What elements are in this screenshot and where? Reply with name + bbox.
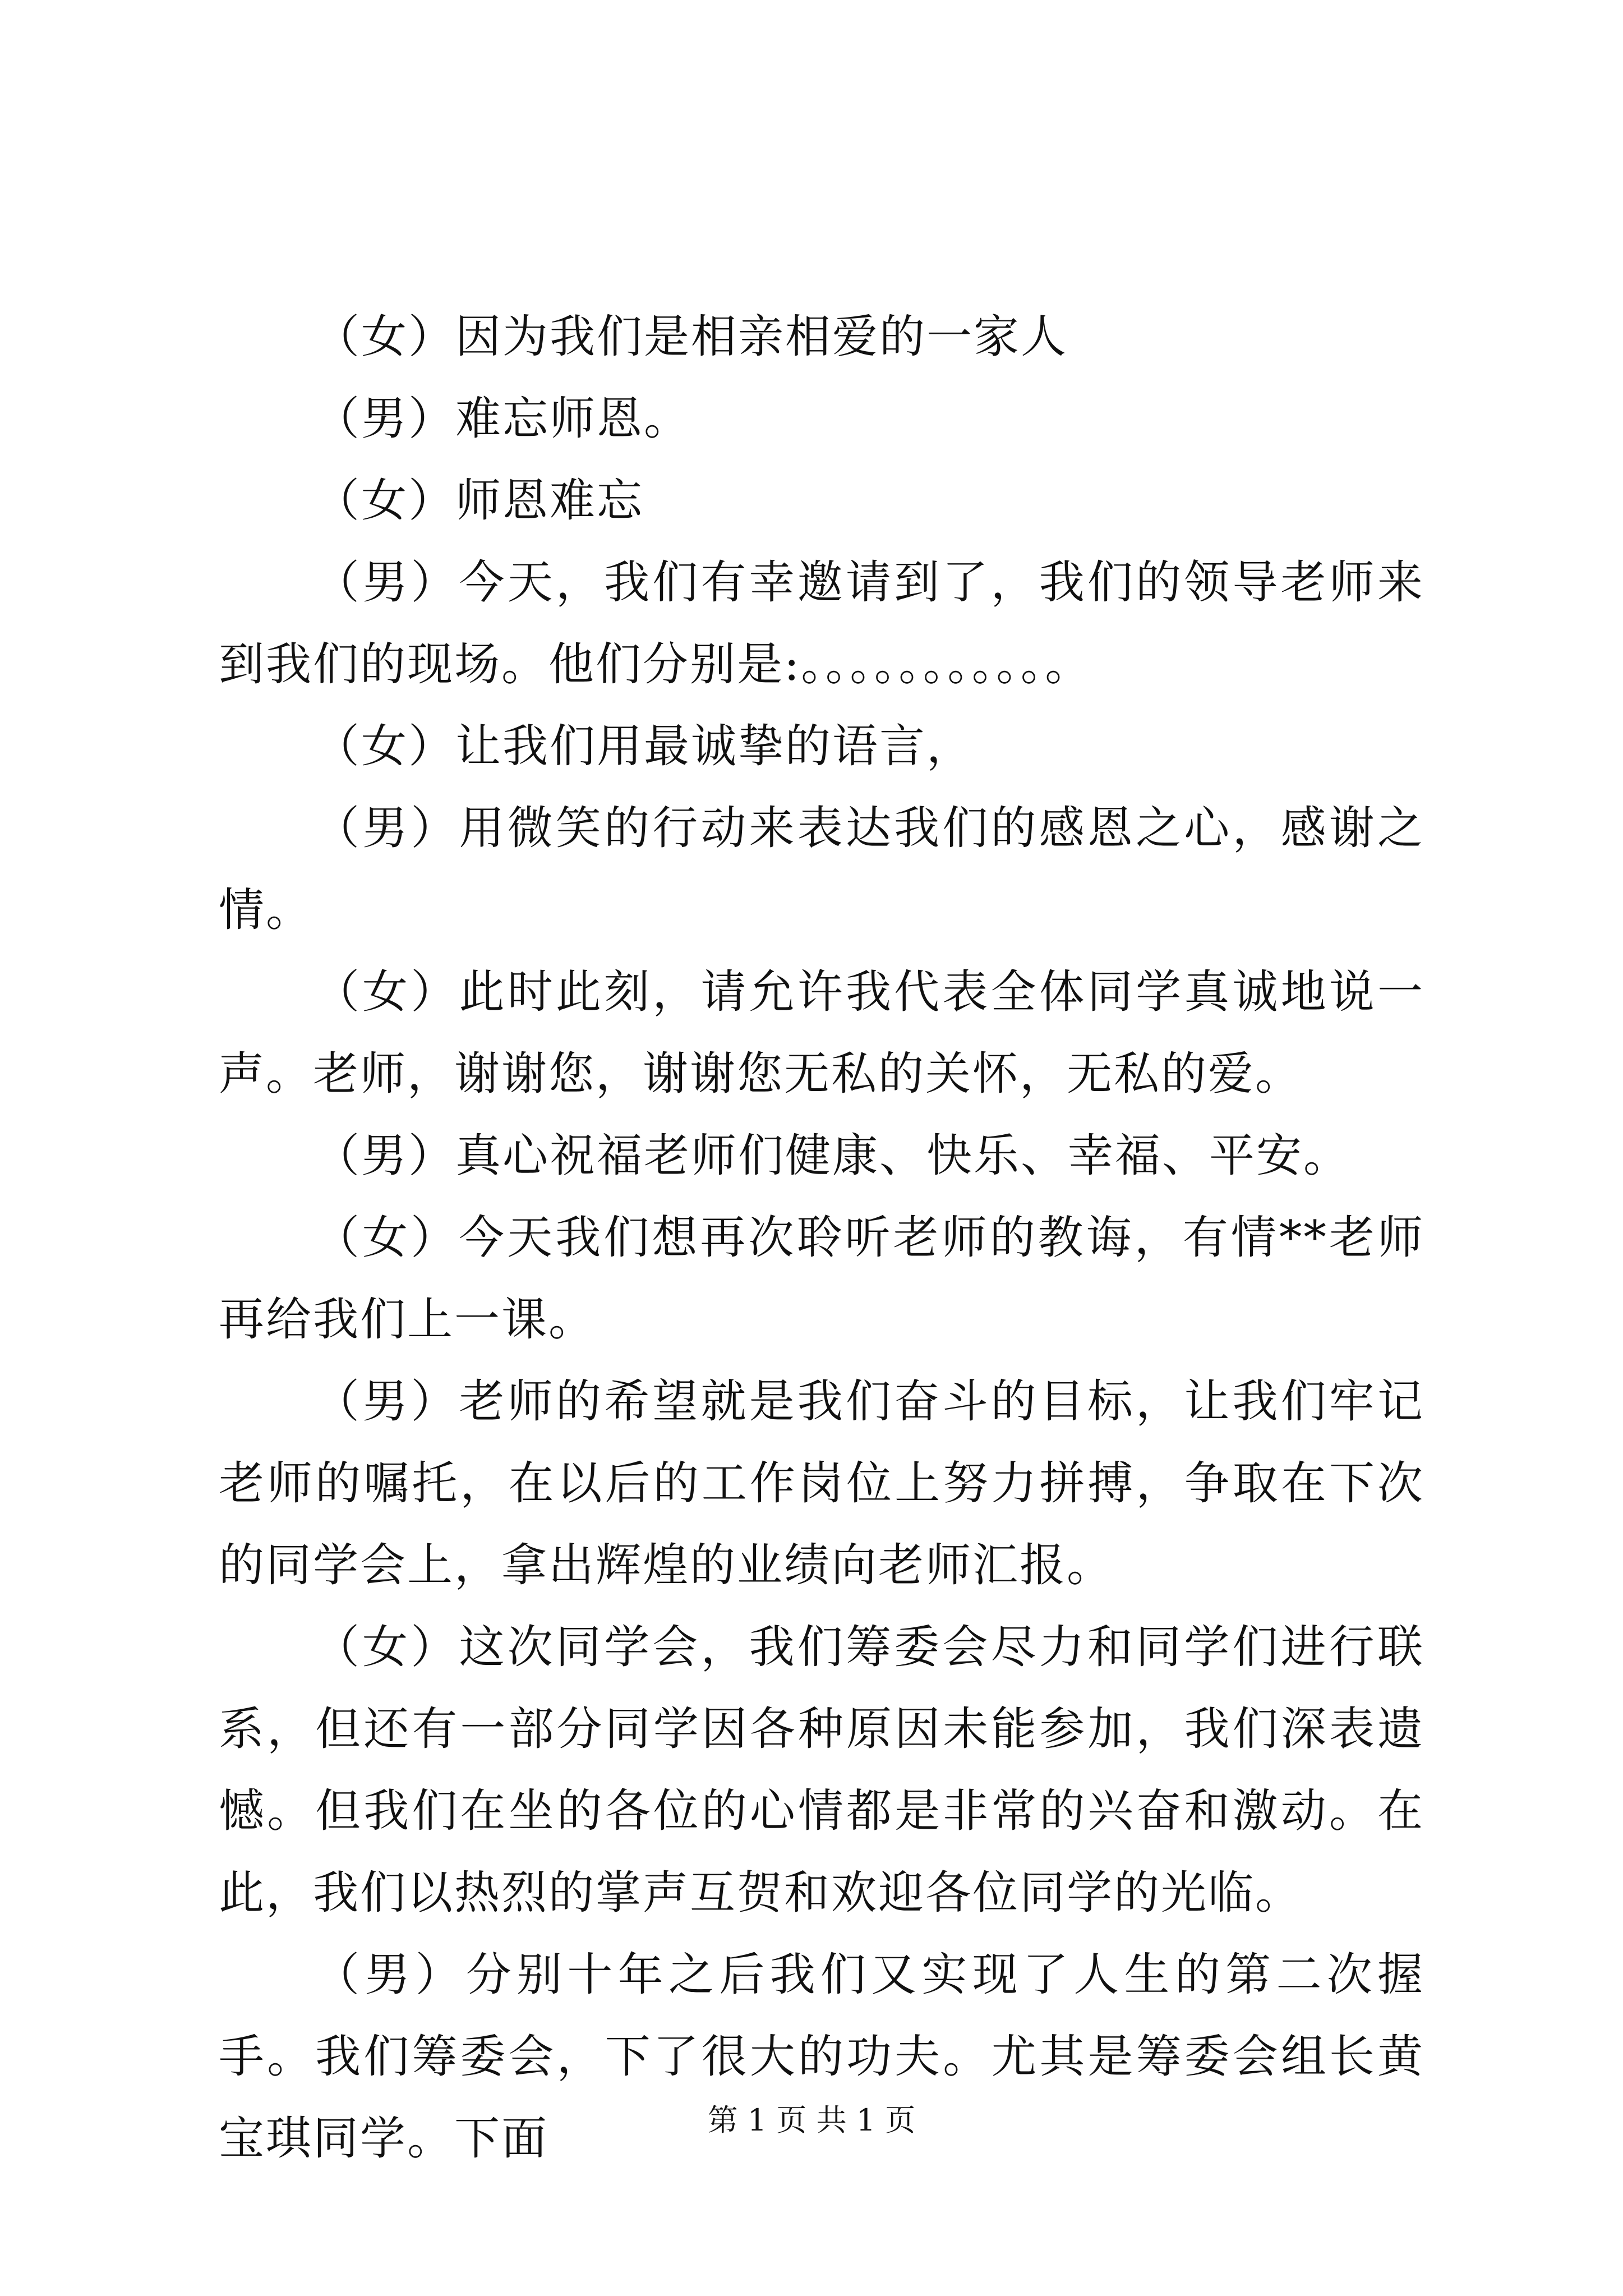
- paragraph-8: （男）真心祝福老师们健康、快乐、幸福、平安。: [314, 1130, 1351, 1182]
- paragraph-10: （男）老师的希望就是我们奋斗的目标，让我们牢记老师的嘱托，在以后的工作岗位上努力拼搏，争取在下次的同学会上，拿出辉煌的业绩向老师汇报。: [219, 1375, 1424, 1592]
- paragraph-12: （男）分别十年之后我们又实现了人生的第二次握手。我们筹委会，下了很大的功夫。尤其是筹委会组长黄宝琪同学。下面: [219, 1949, 1424, 2165]
- paragraph-6: （男）用微笑的行动来表达我们的感恩之心，感谢之情。: [219, 802, 1424, 937]
- page-number-footer: 第 1 页 共 1 页: [707, 2102, 916, 2138]
- paragraph-4: （男）今天，我们有幸邀请到了，我们的领导老师来到我们的现场。他们分别是:。。。。。。。。。。。: [219, 556, 1424, 691]
- paragraph-5: （女）让我们用最诚挚的语言，: [314, 720, 974, 773]
- document-body: [219, 296, 1424, 2180]
- paragraph-1: （女）因为我们是相亲相爱的一家人: [314, 311, 1068, 364]
- paragraph-2: （男）难忘师恩。: [314, 393, 691, 445]
- paragraph-11: （女）这次同学会，我们筹委会尽力和同学们进行联系，但还有一部分同学因各种原因未能参加，我们深表遗憾。但我们在坐的各位的心情都是非常的兴奋和激动。在此，我们以热烈的掌声互贺和欢迎各位同学的光临。: [219, 1621, 1424, 1920]
- paragraph-3: （女）师恩难忘: [314, 475, 644, 527]
- paragraph-7: （女）此时此刻，请允许我代表全体同学真诚地说一声。老师，谢谢您，谢谢您无私的关怀，无私的爱。: [219, 966, 1424, 1101]
- paragraph-9: （女）今天我们想再次聆听老师的教诲，有情**老师再给我们上一课。: [219, 1212, 1424, 1346]
